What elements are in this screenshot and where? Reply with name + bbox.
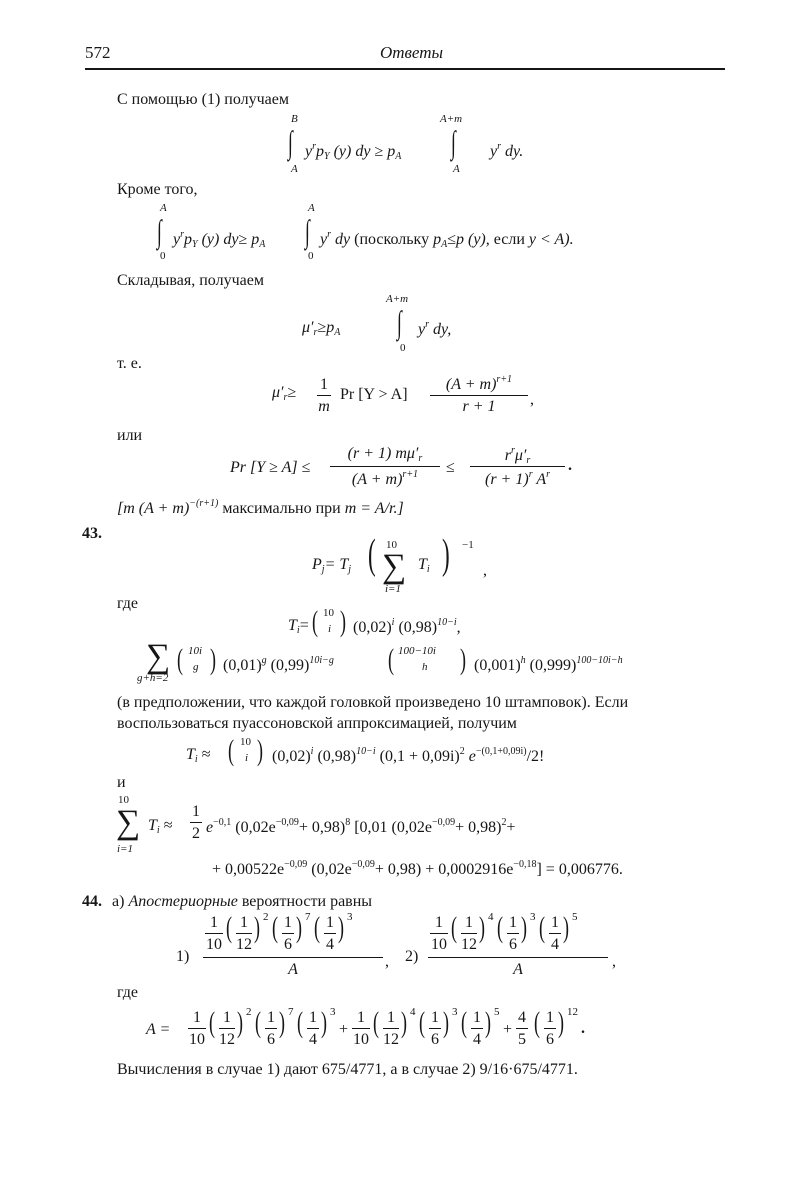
integral-sign: ∫: [157, 213, 162, 249]
and-text: и: [117, 774, 126, 791]
gde-44: где: [117, 984, 139, 1001]
integral-sign: ∫: [305, 213, 310, 249]
problem-44-number: 44.: [82, 893, 102, 910]
summation-sign: ∑: [382, 548, 407, 585]
maximum-note: [m $(A + m)^{-(r+1)}$ максимально при m = A/r.]: [117, 498, 404, 517]
ili-text: или: [117, 427, 143, 444]
summation-sign: ∑: [146, 638, 171, 675]
problem-44-intro: а) Апостериорные вероятности равны: [112, 893, 373, 910]
running-title: Ответы: [380, 43, 444, 62]
also-text: Кроме того,: [117, 181, 198, 198]
integral-sign: ∫: [288, 124, 293, 160]
summing-text: Складывая, получаем: [117, 272, 264, 289]
summation-sign: ∑: [116, 804, 141, 841]
problem-43-number: 43.: [82, 525, 102, 542]
assumption-line-1: (в предположении, что каждой головкой произведено 10 штамповок). Если: [117, 694, 629, 711]
page-number: 572: [85, 43, 111, 62]
header-rule: [85, 68, 725, 70]
gde-43: где: [117, 595, 139, 612]
assumption-line-2: воспользоваться пуассоновской аппроксимацией, получим: [117, 715, 517, 732]
integral-sign: ∫: [451, 124, 456, 160]
result-text: Вычисления в случае 1) дают 675/4771, а в случае 2) 9/16·675/4771.: [117, 1061, 578, 1078]
intro-text: С помощью (1) получаем: [117, 91, 289, 108]
integral-sign: ∫: [397, 304, 402, 340]
te-text: т. е.: [117, 355, 142, 372]
